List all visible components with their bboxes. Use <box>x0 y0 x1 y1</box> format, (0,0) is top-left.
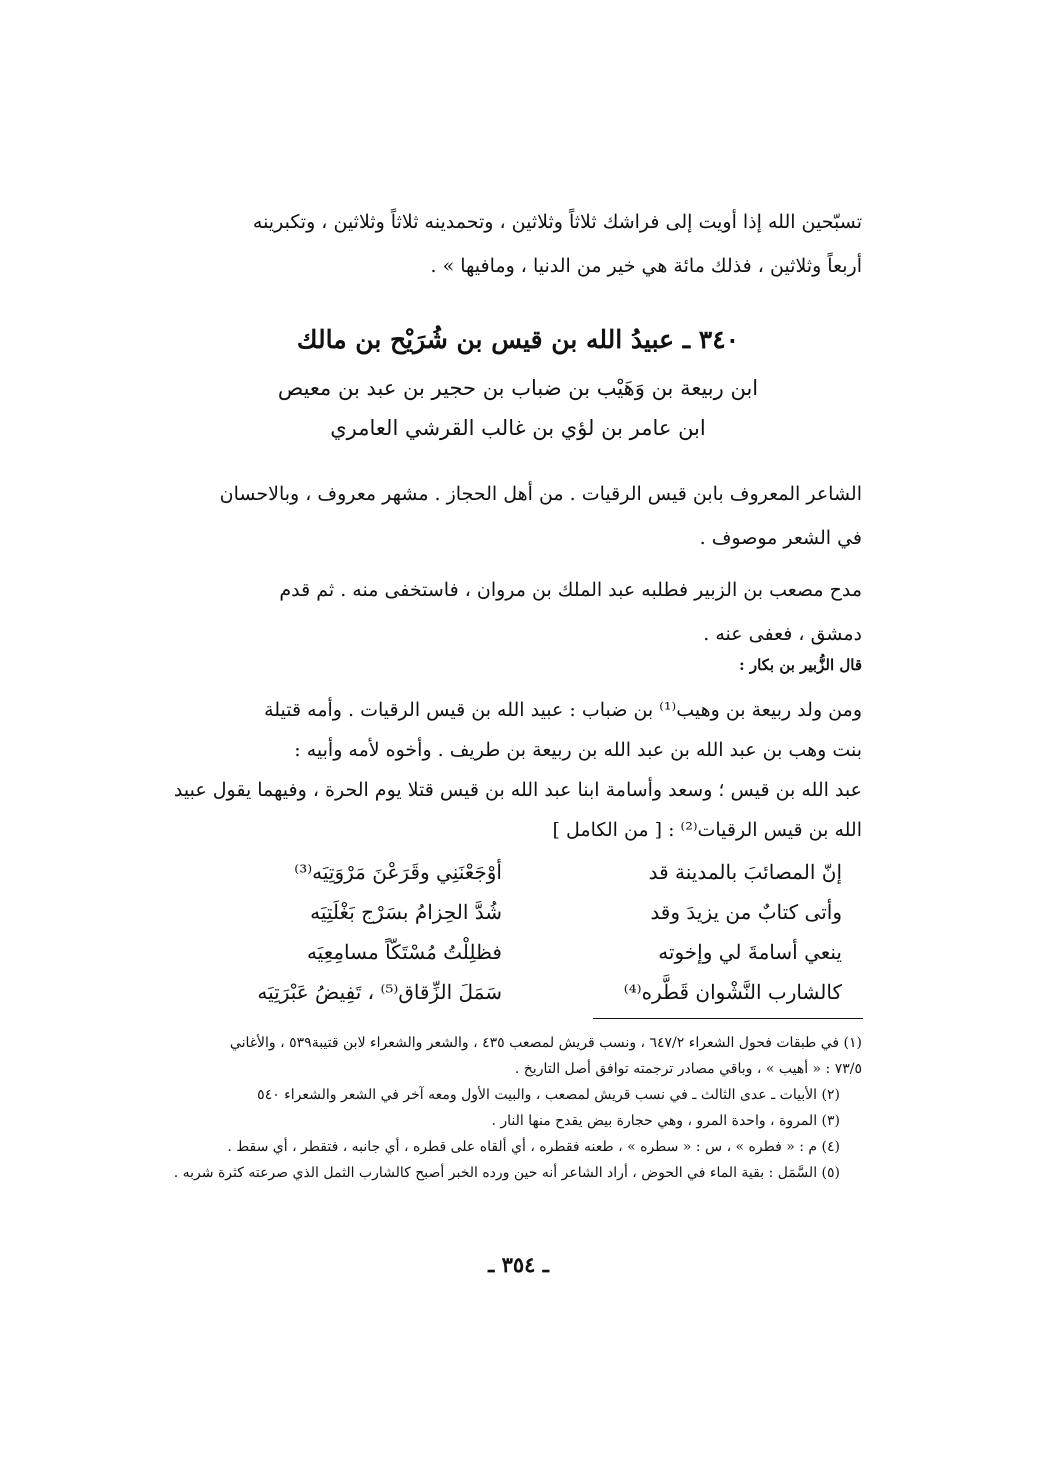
poem <box>202 852 842 1012</box>
description-paragraph <box>174 472 862 560</box>
footnote: (١) في طبقات فحول الشعراء ٦٤٧/٢ ، ونسب قريش لمصعب ٤٣٥ ، والشعر والشعراء لابن قتيبة٥٣٩ ، والأغاني <box>229 1035 862 1051</box>
text-line: دمشق ، فعفى عنه . <box>703 623 862 645</box>
verse-first-hemistich: وأتى كتابٌ من يزيدَ وقد <box>650 900 842 924</box>
entry-lineage <box>174 368 862 448</box>
footnote: (٤) م : « فطره » ، س : « سطره » ، طعنه فقطره ، أي ألقاه على قطره ، أي جانبه ، فتقطر ، أي سقط . <box>227 1139 840 1155</box>
verse-second-hemistich: سَمَلَ الزِّقاق⁽⁵⁾ ، تَفِيضُ عَبْرَتِيَه <box>257 980 502 1004</box>
poem-verse <box>202 932 842 972</box>
text-line: الله بن قيس الرقيات⁽²⁾ : [ من الكامل ] <box>552 819 862 841</box>
verse-second-hemistich: شُدَّ الحِزامُ بسَرْج بَغْلَتِيَه <box>310 900 502 924</box>
text-line: في الشعر موصوف . <box>699 527 862 549</box>
poem-verse <box>202 892 842 932</box>
genealogy-paragraph <box>174 690 862 850</box>
verse-second-hemistich: فظلِلْتُ مُسْتَكّاً مسامِعِيَه <box>306 940 502 964</box>
text-line: مدح مصعب بن الزبير فطلبه عبد الملك بن مروان ، فاستخفى منه . ثم قدم <box>279 579 862 601</box>
text-line: أربعاً وثلاثين ، فذلك مائة هي خير من الدنيا ، ومافيها » . <box>430 255 862 277</box>
text-line: عبد الله بن قيس ؛ وسعد وأسامة ابنا عبد الله بن قيس قتلا يوم الحرة ، وفيهما يقول عبيد <box>174 779 862 801</box>
lineage-line: ابن ربيعة بن وَهَيْب بن ضباب بن حجير بن عبد بن معيص <box>277 376 759 400</box>
footnote-separator <box>593 1018 863 1019</box>
footnote: (٥) السَّمَل : بقية الماء في الحوض ، أراد الشاعر أنه حين ورده الخبر أصبح كالشارب الثمل الذي صرعته كثرة شربه . <box>174 1165 840 1181</box>
lineage-line: ابن عامر بن لؤي بن غالب القرشي العامري <box>330 416 706 440</box>
footnotes <box>174 1030 862 1186</box>
verse-second-hemistich: أوْجَعْنَنِي وقَرَعْنَ مَرْوَتِيَه⁽³⁾ <box>294 860 502 884</box>
poem-verse <box>202 972 842 1012</box>
text-line: بنت وهب بن عبد الله بن عبد الله بن ربيعة بن طريف . وأخوه لأمه وأبيه : <box>294 739 862 761</box>
text-line: تسبّحين الله إذا أويت إلى فراشك ثلاثاً وثلاثين ، وتحمدينه ثلاثاً وثلاثين ، وتكبرينه <box>252 211 862 233</box>
intro-paragraph <box>174 200 862 288</box>
verse-first-hemistich: ينعي أسامةَ لي وإخوته <box>658 940 842 964</box>
poem-verse <box>202 852 842 892</box>
footnote: (٣) المروة ، واحدة المرو ، وهي حجارة بيض يقدح منها النار . <box>491 1113 840 1129</box>
text-line: ومن ولد ربيعة بن وهيب⁽¹⁾ بن ضباب : عبيد الله بن قيس الرقيات . وأمه قتيلة <box>264 699 862 721</box>
source-label: قال الزُّبير بن بكار : <box>739 656 862 674</box>
verse-first-hemistich: كالشارب النَّشْوان قَطَّره⁽⁴⁾ <box>623 980 842 1004</box>
text-line: الشاعر المعروف بابن قيس الرقيات . من أهل الحجاز . مشهر معروف ، وبالاحسان <box>219 483 862 505</box>
footnote: (٢) الأبيات ـ عدى الثالث ـ في نسب قريش لمصعب ، والبيت الأول ومعه آخر في الشعر والشعراء ٥٤٠ <box>257 1087 840 1103</box>
page-number: ـ ٣٥٤ ـ <box>488 1252 549 1277</box>
entry-title: ٣٤٠ ـ عبيدُ الله بن قيس بن شُرَيْح بن مالك <box>296 325 740 354</box>
footnote-continuation: ٧٣/٥ : « أهيب » ، وباقي مصادر ترجمته توافق أصل التاريخ . <box>514 1061 862 1077</box>
biography-paragraph <box>174 568 862 656</box>
verse-first-hemistich: إنّ المصائبَ بالمدينة قد <box>648 860 842 884</box>
